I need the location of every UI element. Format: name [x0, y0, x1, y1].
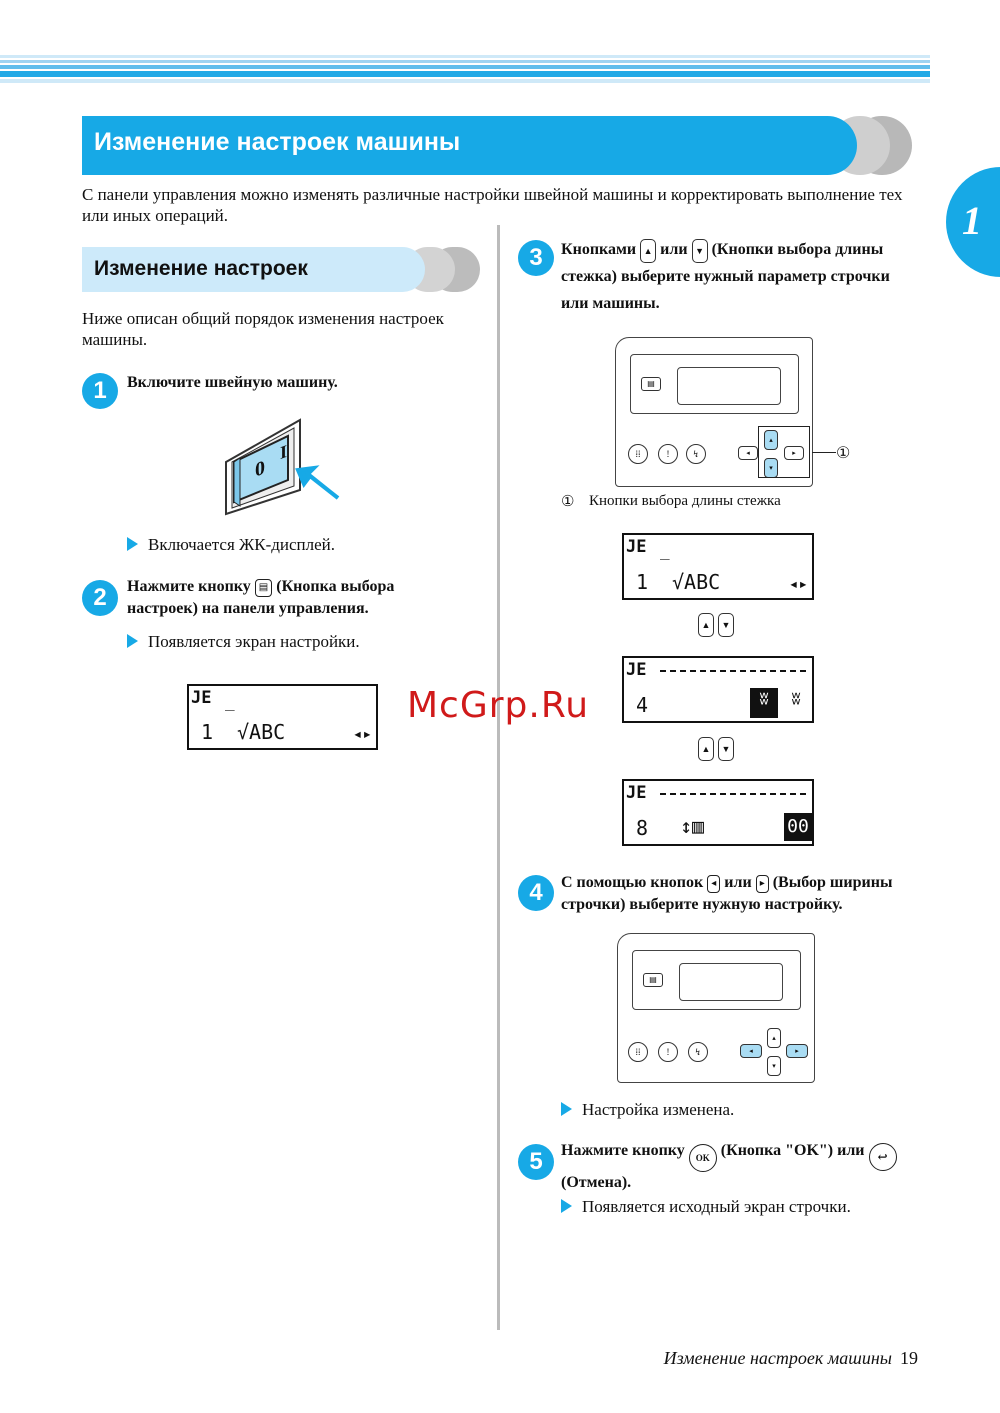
step-1-result: [127, 535, 335, 555]
left-key-icon: ◂: [707, 875, 720, 893]
cancel-key-icon: ↩: [869, 1143, 897, 1171]
section-title: Изменение настроек: [94, 257, 308, 280]
control-panel-step3: [615, 337, 813, 487]
up-key-icon: ▴: [764, 430, 778, 450]
step-3-pre: Кнопками: [561, 241, 637, 258]
power-switch-illustration: [218, 410, 343, 522]
top-stripe-band: [0, 55, 930, 83]
step-3-badge: 3: [518, 240, 554, 276]
step-2-text: [127, 576, 457, 620]
step-5-post2: (Отмена).: [561, 1174, 632, 1191]
step-4-text: [561, 872, 921, 916]
left-key-icon: ◂: [740, 1044, 762, 1058]
step-2-badge: 2: [82, 580, 118, 616]
up-key-icon: ▲: [698, 737, 714, 761]
step-4-result: [561, 1100, 734, 1120]
updown-keys-1: [698, 613, 734, 637]
down-key-icon: ▼: [718, 737, 734, 761]
page-number: 19: [900, 1348, 918, 1368]
lcd-dash-line: [660, 670, 806, 672]
control-panel-step4: [617, 933, 815, 1083]
settings-key-icon: ▤: [641, 377, 661, 391]
header-cap-dark: [852, 116, 912, 175]
info-key-icon: !: [658, 444, 678, 464]
step-2-pre: Нажмите кнопку: [127, 578, 251, 595]
right-key-icon: ▸: [756, 875, 769, 893]
step-3-text: [561, 236, 906, 317]
step-1-badge: 1: [82, 373, 118, 409]
updown-keys-2: [698, 737, 734, 761]
callout-marker: ①: [836, 445, 851, 462]
left-key-icon: ◂: [738, 446, 758, 460]
result-arrow-icon: [127, 634, 138, 648]
down-key-icon: ▾: [767, 1056, 781, 1076]
step-1-result-text: Включается ЖК-дисплей.: [148, 535, 336, 554]
panel-display-frame: [632, 950, 801, 1010]
result-arrow-icon: [127, 537, 138, 551]
lcd-value: √ABC: [237, 720, 286, 744]
lcd-screen-c: [622, 779, 814, 846]
lcd-screen-a: [622, 533, 814, 600]
down-key-icon: ▼: [718, 613, 734, 637]
callout-line: [812, 452, 836, 453]
step-5-pre: Нажмите кнопку: [561, 1142, 685, 1159]
info-key-icon: !: [658, 1042, 678, 1062]
lcd-arrows: ◂▸: [788, 574, 808, 593]
step-4-result-text: Настройка изменена.: [582, 1100, 735, 1119]
down-key-icon: ▼: [692, 239, 708, 263]
panel-lcd-window: [679, 963, 783, 1001]
right-key-icon: ▸: [786, 1044, 808, 1058]
up-key-icon: ▲: [640, 239, 656, 263]
step-4-post: (Выбор ширины строчки) выберите нужную настройку.: [561, 874, 893, 913]
footer-title: Изменение настроек машины: [663, 1348, 892, 1368]
section-cap-dark: [430, 247, 480, 292]
callout-box: [758, 426, 810, 478]
panel-display-frame: [630, 354, 799, 414]
lcd-value: √ABC: [672, 570, 721, 594]
lcd-setting-icon: JE: [626, 783, 647, 803]
switch-off-label: 0: [255, 456, 265, 482]
switch-on-label: I: [280, 440, 288, 464]
page-footer: [664, 1348, 918, 1369]
up-key-icon: ▴: [767, 1028, 781, 1048]
step-2-post: (Кнопка выбора настроек) на панели управления.: [127, 578, 395, 617]
right-key-icon: ▸: [784, 446, 804, 460]
lcd-cursor: _: [660, 541, 670, 560]
reverse-key-icon: ↯: [686, 444, 706, 464]
step-5-text: [561, 1140, 921, 1194]
lcd-row-number: 1: [201, 720, 214, 744]
lcd-setting-icon: JE: [626, 660, 647, 680]
step-2-result-text: Появляется экран настройки.: [148, 632, 360, 651]
callout-caption-mark: ①: [561, 494, 575, 510]
lcd-dash-line: [660, 793, 806, 795]
watermark: McGrp.Ru: [407, 685, 590, 726]
lcd-cursor: _: [225, 692, 235, 711]
up-key-icon: ▲: [698, 613, 714, 637]
intro-paragraph: С панели управления можно изменять различные настройки швейной машины и корректировать выполнение тех или иных операций.: [82, 185, 903, 225]
result-arrow-icon: [561, 1102, 572, 1116]
step-5-post: (Кнопка "OK") или: [720, 1142, 865, 1159]
reverse-key-icon: ↯: [688, 1042, 708, 1062]
down-key-icon: ▾: [764, 458, 778, 478]
step-5-result-text: Появляется исходный экран строчки.: [582, 1197, 851, 1216]
page-title: Изменение настроек машины: [94, 128, 461, 156]
lcd-screen-b: [622, 656, 814, 723]
feed-height-icon: ↕▥: [680, 814, 705, 838]
stitch-option-selected-icon: ʬ: [750, 688, 778, 718]
step-3-post: (Кнопки выбора длины стежка) выберите нужный параметр строчки или машины.: [561, 241, 890, 312]
lcd-row-number: 1: [636, 570, 649, 594]
settings-key-icon: ▤: [255, 579, 272, 597]
step-2-result: [127, 632, 360, 652]
section-description: Ниже описан общий порядок изменения настроек машины.: [82, 309, 444, 349]
step-4-badge: 4: [518, 875, 554, 911]
chapter-number: 1: [962, 198, 982, 243]
stitch-option-icon: ʬ: [790, 688, 802, 709]
chapter-tab: [946, 167, 1000, 277]
settings-key-icon: ▤: [643, 973, 663, 987]
ok-key-icon: OK: [689, 1144, 717, 1172]
step-3-mid: или: [660, 241, 688, 258]
column-divider: [497, 225, 500, 1330]
lcd-selected-value: 00: [784, 813, 812, 841]
needle-key-icon: ⁞⁞: [628, 444, 648, 464]
callout-caption: Кнопки выбора длины стежка: [589, 493, 781, 509]
lcd-screen-step2: [187, 684, 378, 750]
lcd-arrows: ◂▸: [352, 724, 372, 743]
needle-key-icon: ⁞⁞: [628, 1042, 648, 1062]
step-4-pre: С помощью кнопок: [561, 874, 704, 891]
step-5-result: [561, 1197, 851, 1217]
step-1-text: Включите швейную машину.: [127, 374, 338, 391]
lcd-row-number: 4: [636, 693, 649, 717]
lcd-setting-icon: JE: [191, 688, 212, 708]
step-4-mid: или: [724, 874, 752, 891]
panel-lcd-window: [677, 367, 781, 405]
step-5-badge: 5: [518, 1144, 554, 1180]
lcd-setting-icon: JE: [626, 537, 647, 557]
lcd-row-number: 8: [636, 816, 649, 840]
result-arrow-icon: [561, 1199, 572, 1213]
